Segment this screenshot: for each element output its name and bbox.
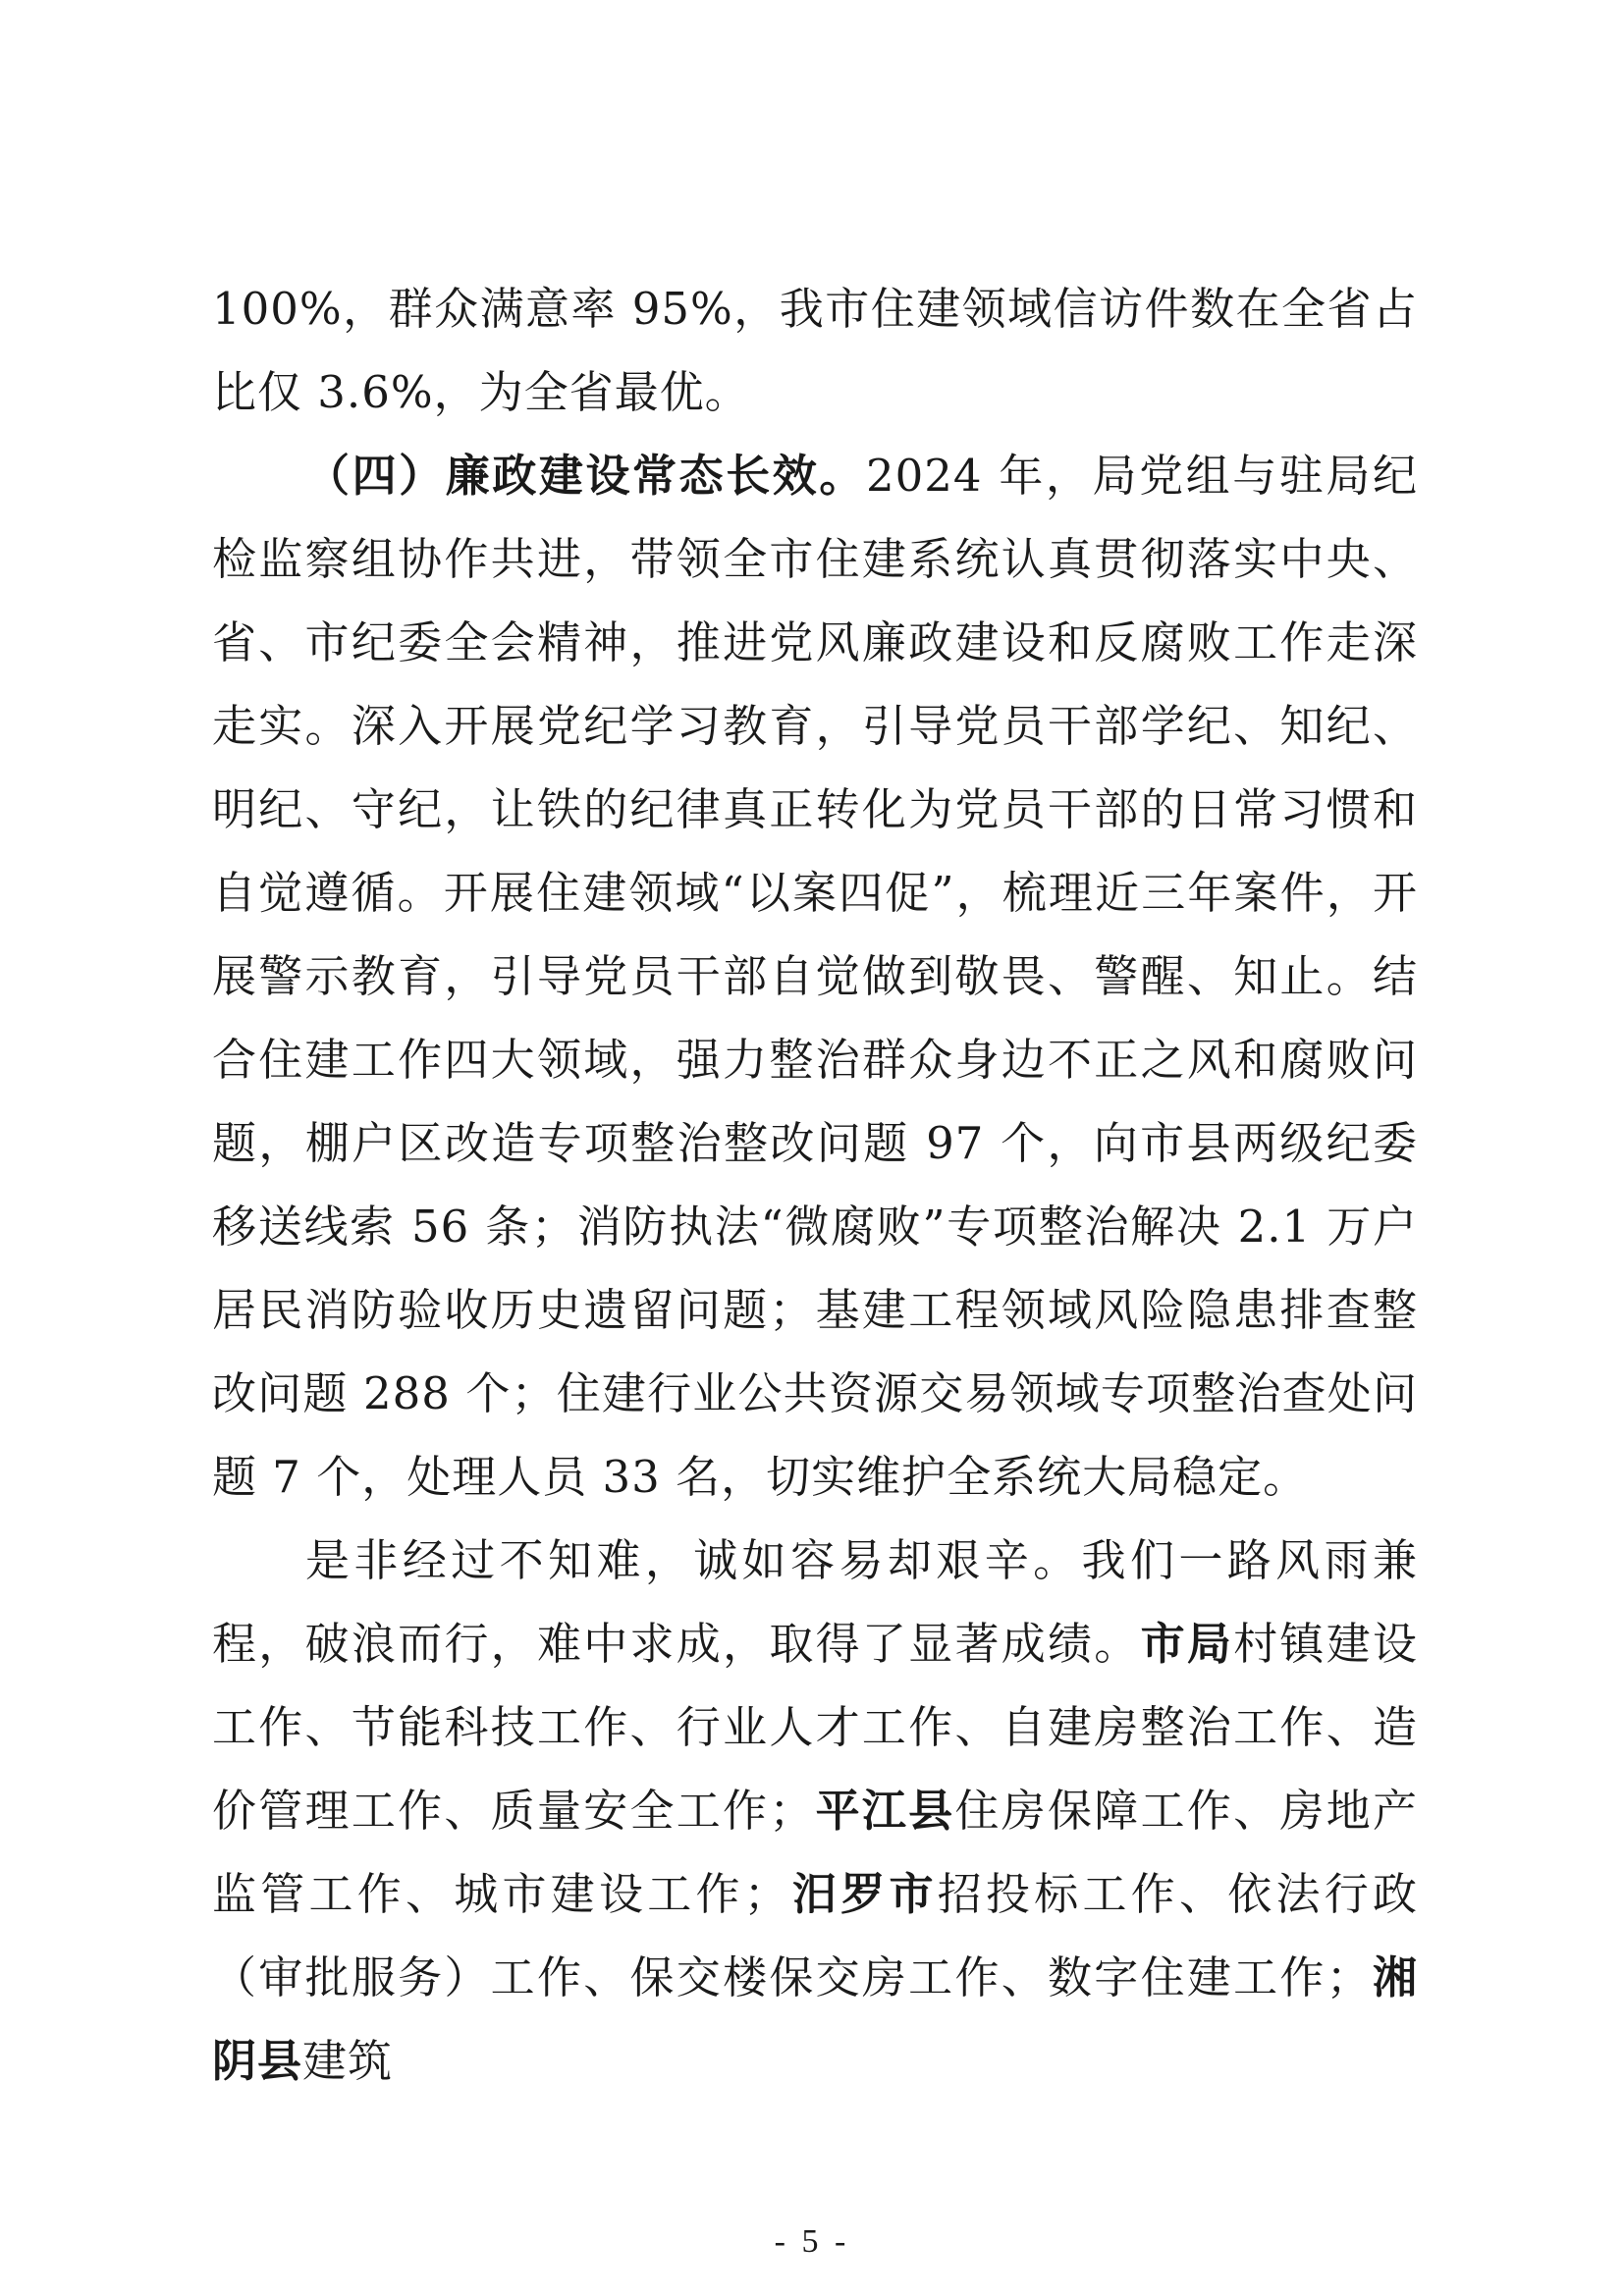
paragraph-integrity xyxy=(212,434,1418,1519)
body-text xyxy=(212,267,1418,2103)
unit-name-xiangyin: 湘阴县 xyxy=(212,1951,1418,2087)
paragraph-achievements xyxy=(212,1519,1418,2103)
unit-name-pingjiang: 平江县 xyxy=(814,1785,955,1837)
page-number: - 5 - xyxy=(774,2223,850,2260)
unit-achievements-xiangyin: 建筑 xyxy=(302,2035,394,2087)
unit-name-miluo: 汨罗市 xyxy=(788,1868,938,1920)
section-body: 2024 年，局党组与驻局纪检监察组协作共进，带领全市住建系统认真贯彻落实中央、省、市纪委全会精神，推进党风廉政建设和反腐败工作走深走实。深入开展党纪学习教育，引导党员干部学纪、知纪、明纪、守纪，让铁的纪律真正转化为党员干部的日常习惯和自觉遵循。开展住建领域“以案四促”，梳理近三年案件，开展警示教育，引导党员干部自觉做到敬畏、警醒、知止。结合住建工作四大领域，强力整治群众身边不正之风和腐败问题，棚户区改造专项整治整改问题 97 个，向市县两级纪委移送线索 56 条；消防执法“微腐败”专项整治解决 2.1 万户居民消防验收历史遗留问题；基建工程领域风险隐患排查整改问题 288 个；住建行业公共资源交易领域专项整治查处问题 7 个，处理人员 33 名，切实维护全系统大局稳定。 xyxy=(212,450,1418,1503)
section-heading: （四）廉政建设常态长效。 xyxy=(305,450,866,502)
unit-achievements-miluo: 招投标工作、依法行政（审批服务）工作、保交楼保交房工作、数字住建工作； xyxy=(212,1868,1418,2003)
unit-achievements-pingjiang: 住房保障工作、房地产监管工作、城市建设工作； xyxy=(212,1785,1418,1920)
paragraph-satisfaction: 100%，群众满意率 95%，我市住建领域信访件数在全省占比仅 3.6%，为全省最优。 xyxy=(212,283,1418,418)
achievements-intro: 是非经过不知难，诚如容易却艰辛。我们一路风雨兼程，破浪而行，难中求成，取得了显著成绩。 xyxy=(212,1534,1418,1670)
unit-achievements-city-bureau: 村镇建设工作、节能科技工作、行业人才工作、自建房整治工作、造价管理工作、质量安全工作； xyxy=(212,1618,1418,1837)
unit-name-city-bureau: 市局 xyxy=(1140,1618,1234,1670)
